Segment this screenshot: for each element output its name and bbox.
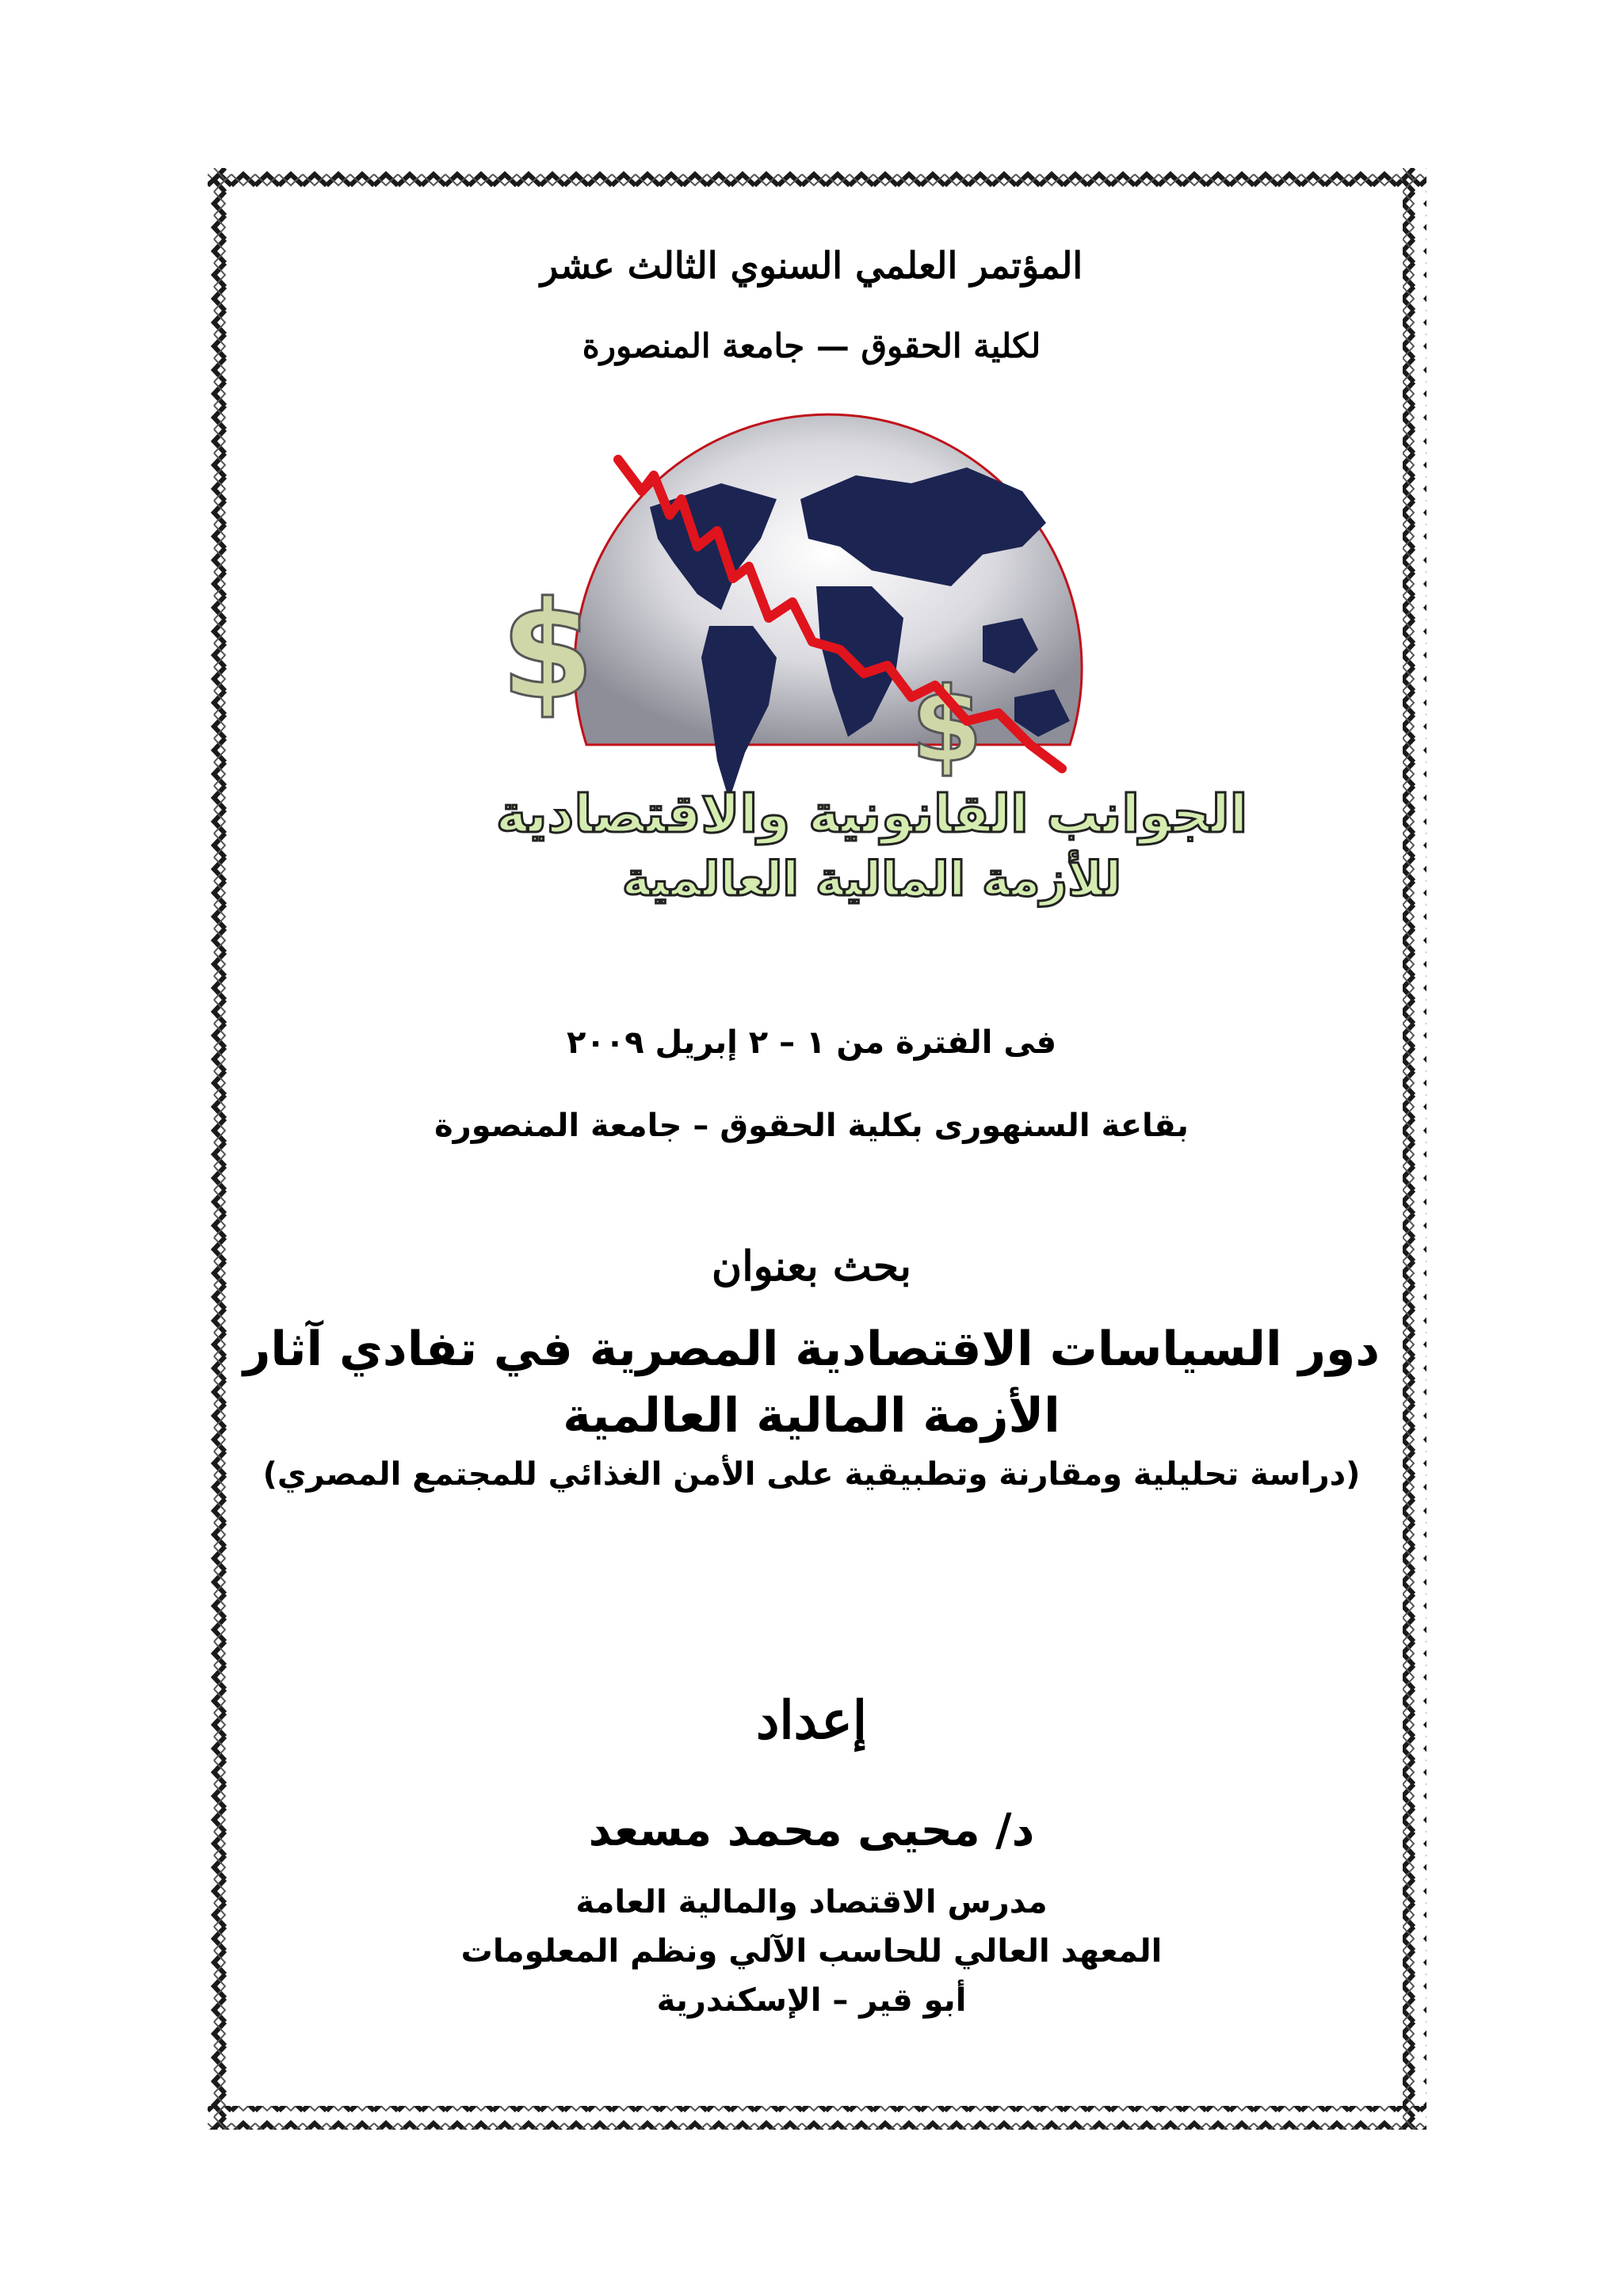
world-map-crash-icon (495, 388, 1248, 990)
paper-intro: بحث بعنوان (712, 1242, 911, 1291)
svg-text:$: $ (500, 573, 594, 730)
svg-text:$: $ (911, 665, 983, 785)
logo-title-line1: الجوانب القانونية والاقتصادية (495, 784, 1248, 845)
author-position: مدرس الاقتصاد والمالية العامة (575, 1884, 1048, 1920)
conference-title: المؤتمر العلمي السنوي الثالث عشر (540, 244, 1083, 287)
paper-title-line1: دور السياسات الاقتصادية المصرية في تفادي آثار (242, 1322, 1381, 1377)
paper-subtitle: (دراسة تحليلية ومقارنة وتطبيقية على الأمن الغذائي للمجتمع المصري) (262, 1456, 1361, 1493)
logo-title-line2: للأزمة المالية العالمية (621, 852, 1122, 907)
faculty-line: لكلية الحقوق — جامعة المنصورة (582, 326, 1041, 365)
author-location: أبو قير – الإسكندرية (656, 1982, 967, 2019)
event-venue: بقاعة السنهورى بكلية الحقوق – جامعة المنصورة (434, 1108, 1189, 1144)
author-institute: المعهد العالي للحاسب الآلي ونظم المعلومات (460, 1933, 1163, 1970)
event-date: فى الفترة من ١ – ٢ إبريل ٢٠٠٩ (566, 1024, 1057, 1061)
prepared-by-label: إعداد (755, 1689, 868, 1751)
paper-title-line2: الأزمة المالية العالمية (563, 1388, 1060, 1444)
author-name: د/ محيى محمد مسعد (588, 1805, 1035, 1856)
conference-logo (495, 388, 1248, 990)
